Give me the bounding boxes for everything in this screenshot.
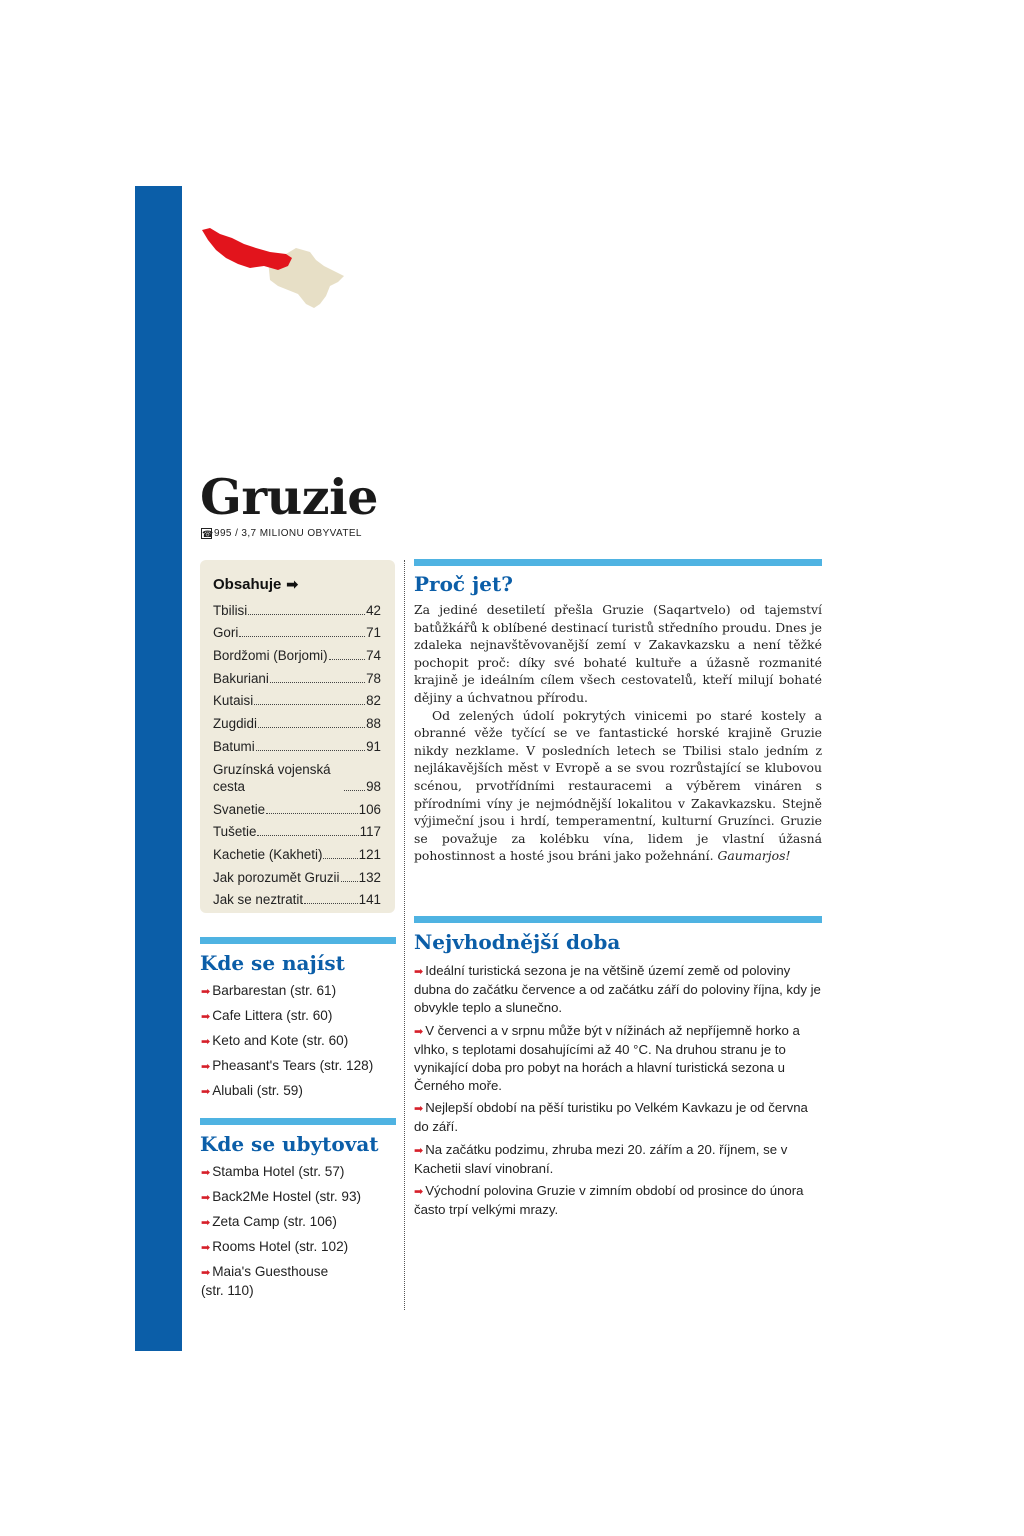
chapter-color-bar bbox=[135, 186, 182, 1351]
toc-item[interactable]: Batumi 91 bbox=[213, 738, 381, 754]
toc-item[interactable]: Jak porozumět Gruzii 132 bbox=[213, 869, 381, 885]
toc-item[interactable]: Gruzínská vojenská cesta 98 bbox=[213, 761, 381, 794]
contents-heading-label: Obsahuje bbox=[213, 576, 282, 593]
stay-heading: Kde se ubytovat bbox=[200, 1132, 379, 1156]
toast-phrase: Gaumarjos! bbox=[717, 848, 791, 864]
contents-list bbox=[213, 596, 381, 908]
red-arrow-icon: ➡ bbox=[201, 1167, 211, 1179]
toc-item[interactable]: Kutaisi 82 bbox=[213, 693, 381, 709]
eat-list bbox=[201, 982, 396, 1107]
list-item: ➡ Rooms Hotel (str. 102) bbox=[201, 1239, 349, 1254]
toc-item[interactable]: Kachetie (Kakheti) 121 bbox=[213, 846, 381, 862]
list-item: ➡ Barbarestan (str. 61) bbox=[201, 983, 337, 998]
red-arrow-icon: ➡ bbox=[414, 1103, 424, 1115]
red-arrow-icon: ➡ bbox=[201, 1192, 211, 1204]
list-item: ➡ Pheasant's Tears (str. 128) bbox=[201, 1058, 374, 1073]
eat-heading: Kde se najíst bbox=[200, 951, 345, 975]
best-time-heading: Nejvhodnější doba bbox=[414, 930, 621, 954]
column-divider bbox=[404, 560, 405, 1310]
page-title: Gruzie bbox=[200, 468, 378, 526]
why-section-rule bbox=[414, 559, 822, 566]
red-arrow-icon: ➡ bbox=[414, 1144, 424, 1157]
red-arrow-icon: ➡ bbox=[201, 1061, 211, 1073]
contents-heading bbox=[213, 576, 381, 593]
red-arrow-icon: ➡ bbox=[201, 986, 211, 998]
list-item: ➡ Back2Me Hostel (str. 93) bbox=[201, 1189, 362, 1204]
stay-list bbox=[201, 1163, 396, 1306]
list-item: ➡ Cafe Littera (str. 60) bbox=[201, 1008, 333, 1023]
why-body bbox=[414, 601, 822, 865]
list-item: ➡ V červenci a v srpnu může být v nížinách až nepříjemně horko a vlhko, s teplotami dosahujícími až 40 °C. Na druhou stranu je to vynikající doba pro pobyt na horách a hlavní turistická sezona u Černého moře. bbox=[414, 1022, 800, 1093]
toc-item[interactable]: Jak se neztratit 141 bbox=[213, 892, 381, 908]
toc-item[interactable]: Svanetie 106 bbox=[213, 801, 381, 817]
red-arrow-icon: ➡ bbox=[201, 1086, 211, 1098]
red-arrow-icon: ➡ bbox=[414, 966, 424, 978]
red-arrow-icon: ➡ bbox=[414, 1025, 424, 1038]
contents-box bbox=[200, 560, 395, 913]
georgia-locator-map bbox=[198, 224, 348, 314]
toc-item[interactable]: Tbilisi 42 bbox=[213, 602, 381, 618]
arrow-right-icon: ➡ bbox=[286, 576, 299, 592]
list-item: ➡ Ideální turistická sezona je na většině území země od poloviny dubna do začátku července a od začátku září do poloviny října, kdy je obvykle teplo a slunečno. bbox=[414, 963, 821, 1015]
best-time-list bbox=[414, 962, 822, 1224]
list-item: ➡ Maia's Guesthouse (str. 110) bbox=[201, 1264, 329, 1298]
toc-item[interactable]: Tušetie 117 bbox=[213, 824, 381, 840]
toc-item[interactable]: Gori 71 bbox=[213, 625, 381, 641]
list-item: ➡ Východní polovina Gruzie v zimním období od prosince do února často trpí velkými mrazy. bbox=[414, 1183, 804, 1217]
phone-square-icon: ☎ bbox=[202, 529, 214, 539]
list-item: ➡ Stamba Hotel (str. 57) bbox=[201, 1164, 345, 1179]
toc-item[interactable]: Zugdidi 88 bbox=[213, 716, 381, 732]
toc-item[interactable]: Bakuriani 78 bbox=[213, 670, 381, 686]
red-arrow-icon: ➡ bbox=[201, 1242, 211, 1254]
red-arrow-icon: ➡ bbox=[201, 1011, 211, 1023]
why-paragraph-1: Za jediné desetiletí přešla Gruzie (Saqartvelo) od tajemství batůžkářů k oblíbené destinací turistů středního proudu. Dnes je zdaleka nejnavštěvovanější zemí v Zakavkazsku a není těžké pochopit proč: díky své bohaté kultuře a úžasně rozmanité krajině je ideálním cílem všech cestovatelů, kteří milují bohaté dějiny a úchvatnou přírodu. bbox=[414, 602, 822, 705]
list-item: ➡ Nejlepší období na pěší turistiku po Velkém Kavkazu je od června do září. bbox=[414, 1100, 808, 1134]
list-item: ➡ Alubali (str. 59) bbox=[201, 1083, 303, 1098]
list-item: ➡ Zeta Camp (str. 106) bbox=[201, 1214, 337, 1229]
georgia-west-region-highlight bbox=[202, 228, 292, 270]
why-paragraph-2: Od zelených údolí pokrytých vinicemi po staré kostely a obranné věže tyčící se ve fantastické horské krajině Gruzie nikdy nezklame. V posledních letech se Tbilisi stalo jedním z nejlákavějších měst v Evropě a se svou rozrůstající se klubovou scénou, prvotřídními restauracemi a výběrem vináren s přírodními víny je nejmódnější lokalitou v Zakavkazsku. Stejně výjimeční jsou i hrdí, temperamentní, kulturní Gruzínci. Gruzie se považuje za kolébku vína, lidem je vlastní úžasná pohostinnost a hosté jsou bráni jako požehnání. Gaumarjos! bbox=[414, 707, 822, 864]
best-time-section-rule bbox=[414, 916, 822, 923]
list-item: ➡ Na začátku podzimu, zhruba mezi 20. zářím a 20. říjnem, se v Kachetii slaví vinobraní. bbox=[414, 1141, 788, 1176]
stay-section-rule bbox=[200, 1118, 396, 1125]
why-heading: Proč jet? bbox=[414, 572, 513, 596]
toc-item[interactable]: Bordžomi (Borjomi) 74 bbox=[213, 648, 381, 664]
red-arrow-icon: ➡ bbox=[414, 1186, 424, 1198]
list-item: ➡ Keto and Kote (str. 60) bbox=[201, 1033, 349, 1048]
red-arrow-icon: ➡ bbox=[201, 1036, 211, 1048]
subtitle-text: 995 / 3,7 MILIONU OBYVATEL bbox=[214, 528, 362, 539]
red-arrow-icon: ➡ bbox=[201, 1217, 211, 1229]
eat-section-rule bbox=[200, 937, 396, 944]
red-arrow-icon: ➡ bbox=[201, 1267, 211, 1279]
country-subtitle bbox=[201, 528, 362, 539]
